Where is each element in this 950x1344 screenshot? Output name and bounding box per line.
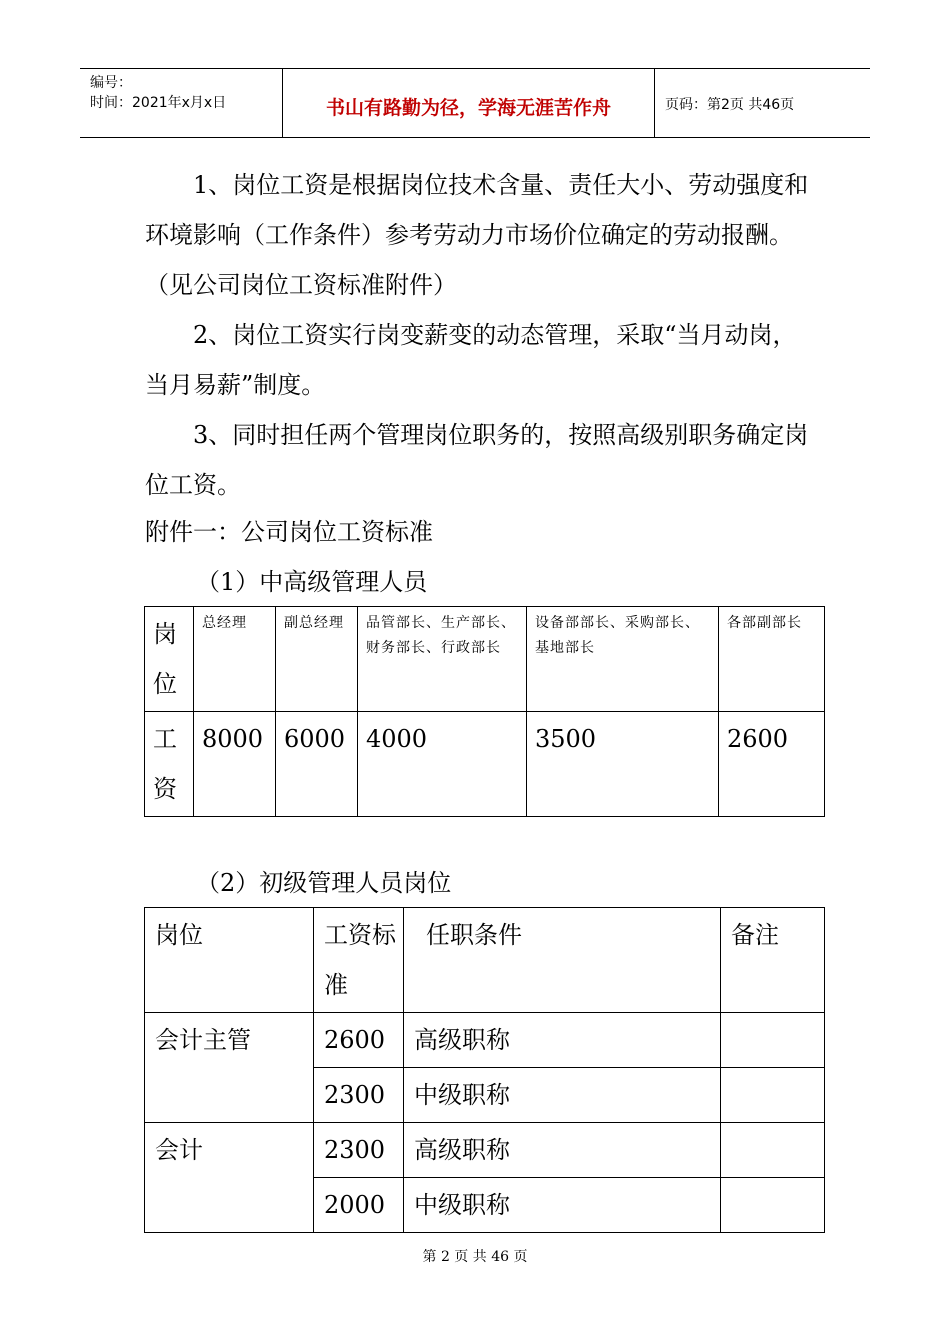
- table-cell: 8000: [194, 712, 276, 817]
- table-cell: 会计主管: [145, 1013, 314, 1123]
- header-motto: 书山有路勤为径，学海无涯苦作舟: [325, 97, 611, 119]
- table-cell: 岗位: [145, 607, 194, 712]
- table-header-cell: 工资标准: [314, 908, 404, 1013]
- paragraph-text: 3、同时担任两个管理岗位职务的，按照高级别职务确定岗位工资。: [145, 421, 809, 499]
- table-cell: 4000: [358, 712, 527, 817]
- page-header: [80, 68, 870, 138]
- page-footer: 第 2 页 共 46 页: [422, 1249, 528, 1265]
- header-time: 时间：2021年x月x日: [90, 95, 227, 111]
- table-cell: 高级职称: [404, 1123, 721, 1178]
- table-cell: [721, 1123, 825, 1178]
- paragraph-text: 2、岗位工资实行岗变薪变的动态管理，采取“当月动岗，当月易薪”制度。: [145, 321, 797, 399]
- table-row: [145, 1123, 825, 1178]
- table-row: [145, 607, 825, 712]
- table-cell: 各部副部长: [719, 607, 825, 712]
- table-cell: 2300: [314, 1123, 404, 1178]
- table-header-row: [145, 908, 825, 1013]
- table-cell: 高级职称: [404, 1013, 721, 1068]
- table-row: [145, 712, 825, 817]
- junior-salary-table: [144, 907, 825, 1233]
- table-row: [145, 1013, 825, 1068]
- paragraph-text: 1、岗位工资是根据岗位技术含量、责任大小、劳动强度和环境影响（工作条件）参考劳动力市场价位确定的劳动报酬。（见公司岗位工资标准附件）: [145, 171, 809, 299]
- section-title: （2）初级管理人员岗位: [196, 869, 452, 897]
- header-number: 编号：: [90, 75, 132, 91]
- table-cell: 中级职称: [404, 1068, 721, 1123]
- table-cell: 2000: [314, 1178, 404, 1233]
- header-page-info: 页码：第2页 共46页: [665, 97, 795, 113]
- table-cell: 副总经理: [276, 607, 358, 712]
- table-cell: [721, 1068, 825, 1123]
- table-cell: 中级职称: [404, 1178, 721, 1233]
- table-cell: 工资: [145, 712, 194, 817]
- paragraph: [145, 160, 810, 310]
- table-cell: 会计: [145, 1123, 314, 1233]
- table-cell: 2600: [314, 1013, 404, 1068]
- table-cell: 2600: [719, 712, 825, 817]
- table-cell: 6000: [276, 712, 358, 817]
- attachment-title: 附件一：公司岗位工资标准: [145, 518, 433, 546]
- table-header-cell: 任职条件: [404, 908, 721, 1013]
- table-cell: 2300: [314, 1068, 404, 1123]
- table-header-cell: 岗位: [145, 908, 314, 1013]
- table-cell: 总经理: [194, 607, 276, 712]
- header-meta: [90, 73, 226, 113]
- table-cell: 设备部部长、采购部长、基地部长: [527, 607, 719, 712]
- table-header-cell: 备注: [721, 908, 825, 1013]
- paragraph: [145, 410, 810, 510]
- table-cell: 品管部长、生产部长、财务部长、行政部长: [358, 607, 527, 712]
- paragraph: [145, 310, 810, 410]
- section-title: （1）中高级管理人员: [196, 568, 428, 596]
- header-divider: [654, 69, 655, 137]
- table-cell: [721, 1178, 825, 1233]
- table-cell: [721, 1013, 825, 1068]
- senior-salary-table: [144, 606, 825, 817]
- table-cell: 3500: [527, 712, 719, 817]
